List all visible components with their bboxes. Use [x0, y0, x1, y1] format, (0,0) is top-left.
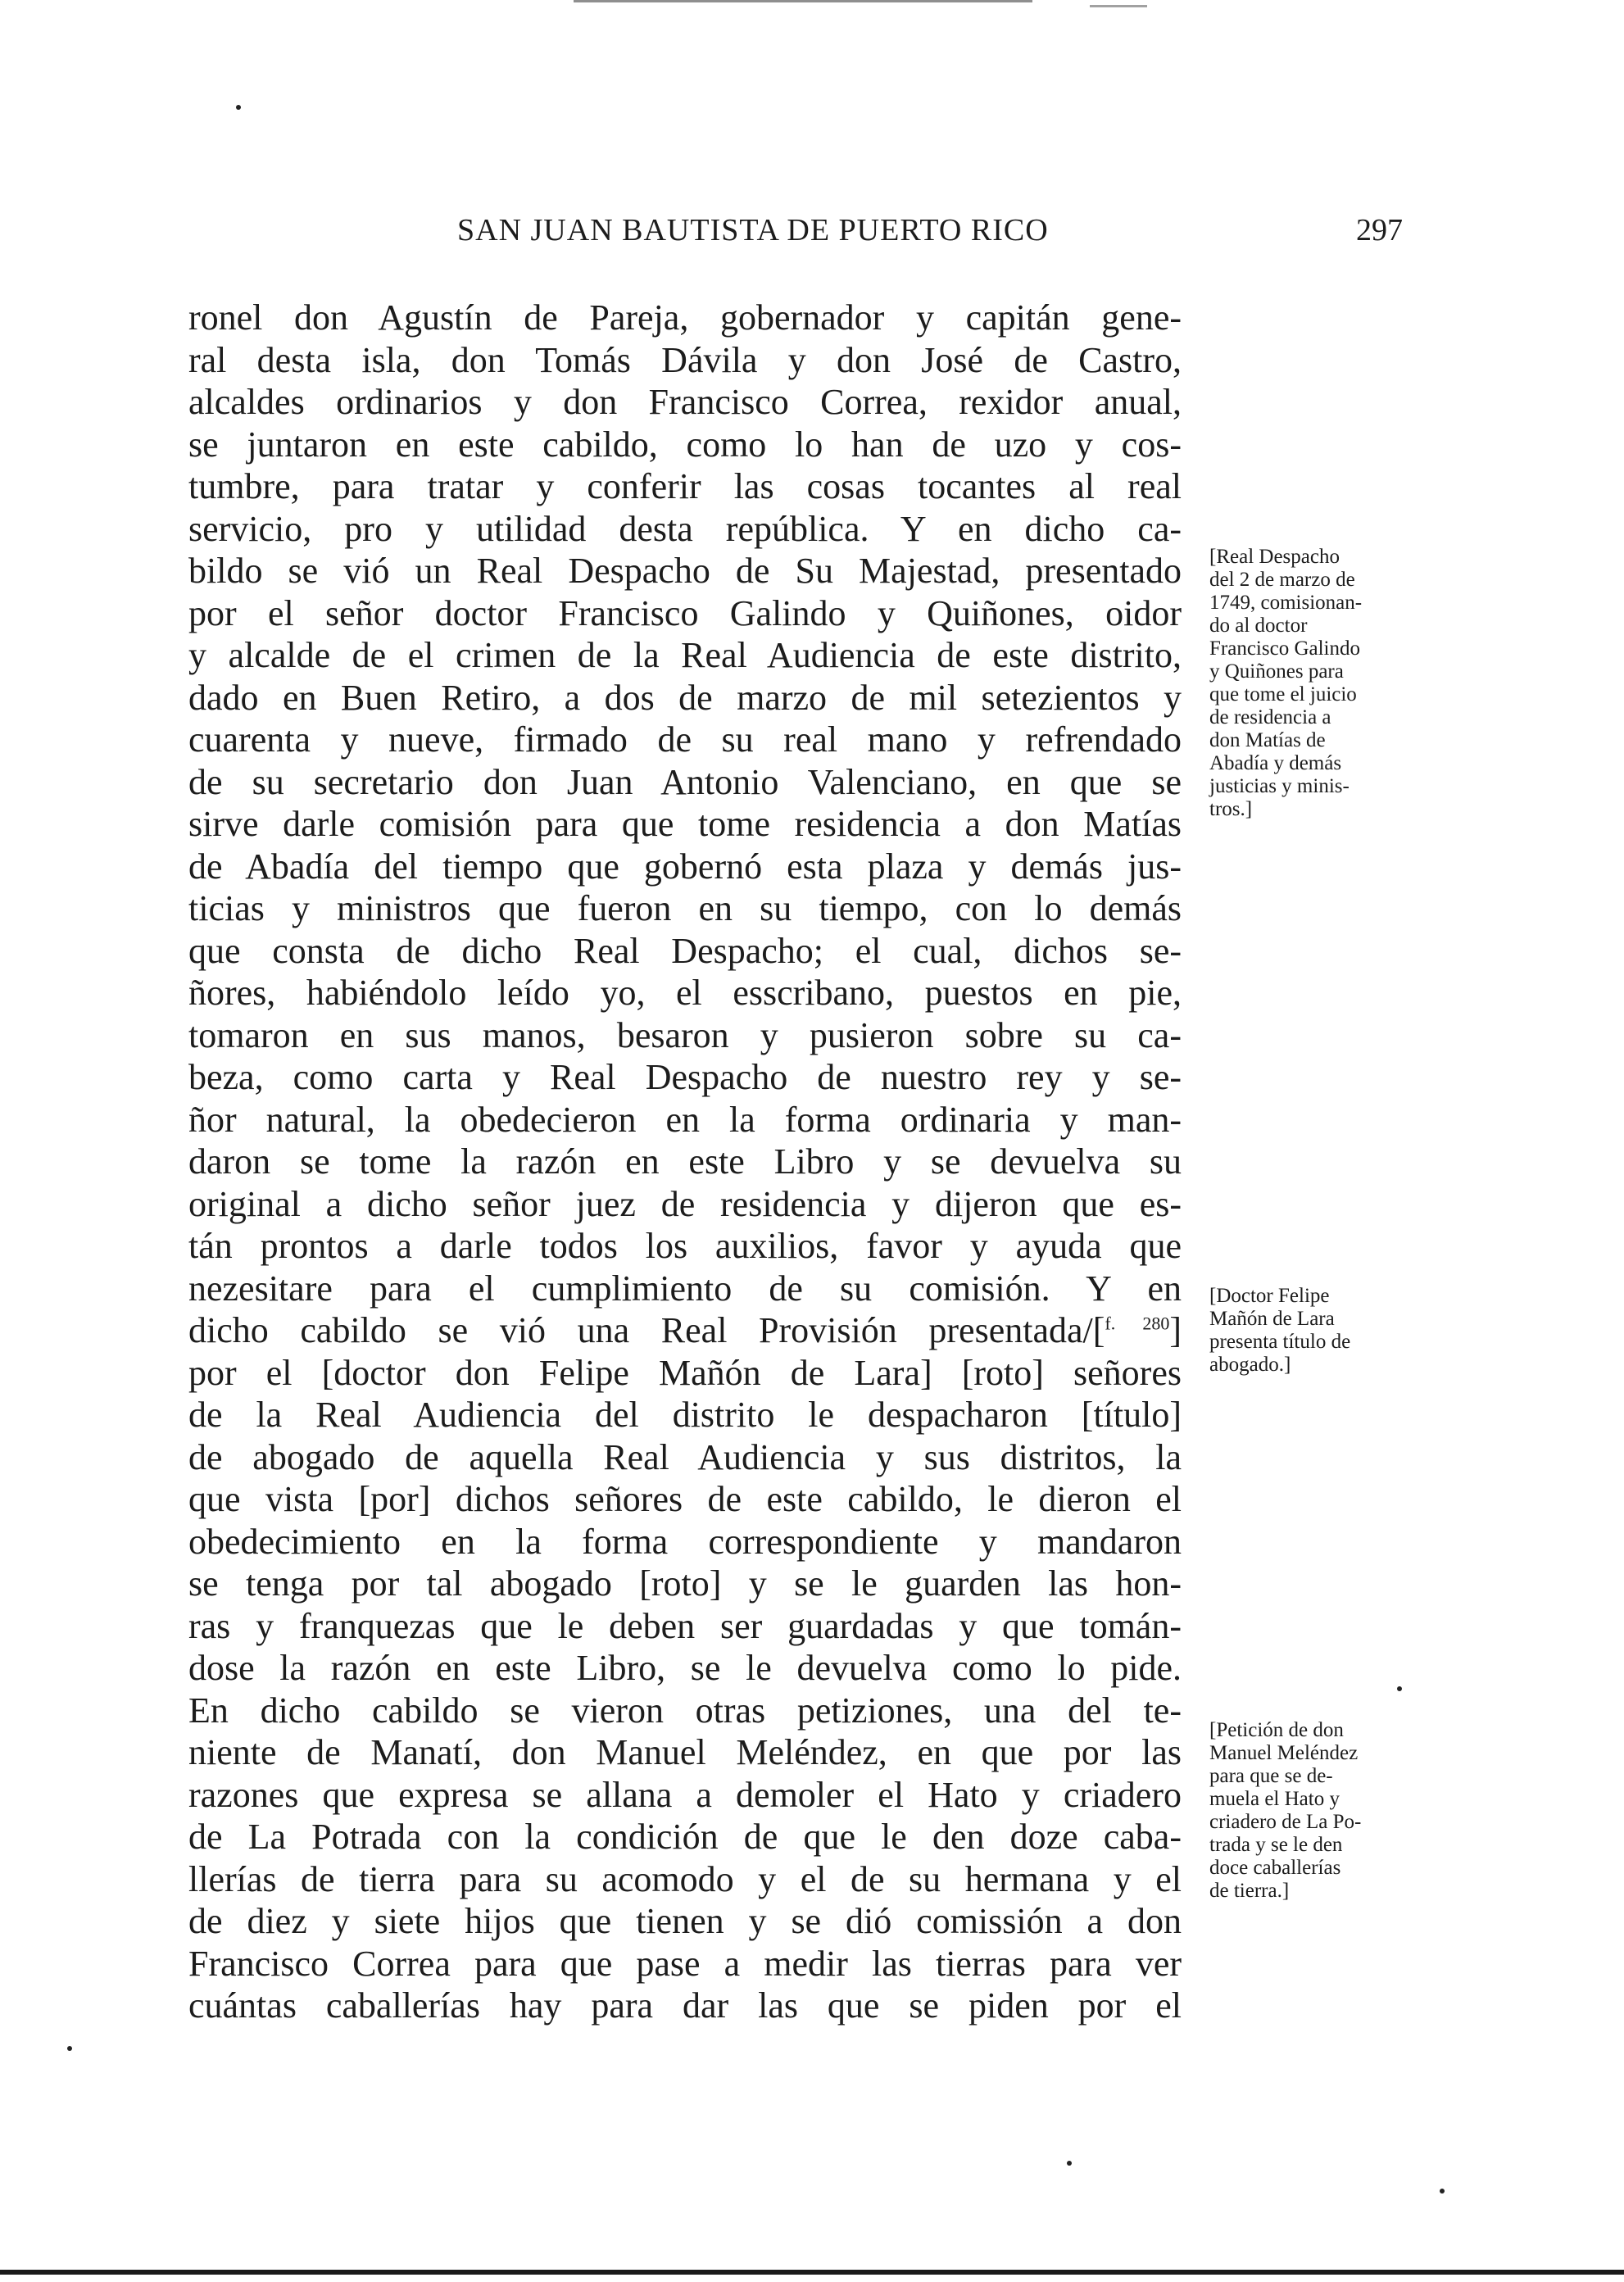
margin-note-peticion	[1209, 1719, 1422, 1903]
text-line: beza, como carta y Real Despacho de nuestro rey y se-	[188, 1057, 1182, 1097]
note-line: presenta título de	[1209, 1331, 1351, 1353]
page-number: 297	[1356, 213, 1403, 247]
text-line: de diez y siete hijos que tienen y se dió comissión a don	[188, 1901, 1182, 1941]
text-line: dado en Buen Retiro, a dos de marzo de mil setezientos y	[188, 677, 1182, 718]
text-line: nezesitare para el cumplimiento de su comisión. Y en	[188, 1268, 1182, 1309]
text-line: cuarenta y nueve, firmado de su real mano y refrendado	[188, 719, 1182, 760]
note-line: que tome el juicio	[1209, 683, 1357, 705]
page-speck	[1067, 2161, 1072, 2166]
note-line: [Petición de don	[1209, 1719, 1344, 1741]
note-line: y Quiñones para	[1209, 660, 1344, 683]
note-line: Abadía y demás	[1209, 752, 1342, 774]
running-title: SAN JUAN BAUTISTA DE PUERTO RICO	[457, 213, 1049, 247]
note-line: Francisco Galindo	[1209, 637, 1360, 660]
text-line: sirve darle comisión para que tome residencia a don Matías	[188, 804, 1182, 844]
bottom-edge-rule	[0, 2270, 1624, 2275]
note-line: justicias y minis-	[1209, 775, 1350, 797]
note-line: Mañón de Lara	[1209, 1308, 1335, 1330]
text-line: bildo se vió un Real Despacho de Su Majestad, presentado	[188, 551, 1182, 591]
text-line: de Abadía del tiempo que gobernó esta plaza y demás jus-	[188, 846, 1182, 887]
text-line: servicio, pro y utilidad desta república. Y en dicho ca-	[188, 508, 1182, 549]
page-speck	[67, 2046, 72, 2051]
text-line: de su secretario don Juan Antonio Valenciano, en que se	[188, 761, 1182, 802]
text-line: niente de Manatí, don Manuel Meléndez, en que por las	[188, 1732, 1182, 1772]
text-line: que consta de dicho Real Despacho; el cual, dichos se-	[188, 930, 1182, 971]
top-edge-mark	[1090, 5, 1147, 7]
text-line: de abogado de aquella Real Audiencia y sus distritos, la	[188, 1436, 1182, 1477]
note-line: 1749, comisionan-	[1209, 592, 1363, 614]
text-line: tán prontos a darle todos los auxilios, favor y ayuda que	[188, 1226, 1182, 1266]
note-line: abogado.]	[1209, 1354, 1291, 1376]
page-speck	[1440, 2189, 1445, 2194]
text-line: llerías de tierra para su acomodo y el de su hermana y el	[188, 1858, 1182, 1899]
margin-note-real-despacho	[1209, 546, 1422, 821]
text-line: ras y franquezas que le deben ser guardadas y que tomán-	[188, 1605, 1182, 1646]
text-line: ral desta isla, don Tomás Dávila y don José de Castro,	[188, 339, 1182, 380]
text-line: tumbre, para tratar y conferir las cosas tocantes al real	[188, 466, 1182, 506]
folio-bracket: ]	[1169, 1310, 1182, 1350]
text-line: de La Potrada con la condición de que le den doze caba-	[188, 1817, 1182, 1857]
text-line: En dicho cabildo se vieron otras petiziones, una del te-	[188, 1690, 1182, 1731]
text-line: alcaldes ordinarios y don Francisco Correa, rexidor anual,	[188, 382, 1182, 422]
note-line: Manuel Meléndez	[1209, 1742, 1359, 1764]
page-speck	[236, 105, 241, 110]
text-line: ronel don Agustín de Pareja, gobernador y capitán gene-	[188, 297, 1182, 338]
text-line: Francisco Correa para que pase a medir las tierras para ver	[188, 1943, 1182, 1984]
note-line: don Matías de	[1209, 729, 1326, 751]
text-line-with-folio	[188, 1309, 1182, 1352]
text-line: razones que expresa se allana a demoler el Hato y criadero	[188, 1774, 1182, 1815]
text-line: original a dicho señor juez de residencia y dijeron que es-	[188, 1183, 1182, 1224]
text-line: y alcalde de el crimen de la Real Audiencia de este distrito,	[188, 635, 1182, 675]
note-line: de residencia a	[1209, 706, 1331, 728]
text-line: dose la razón en este Libro, se le devuelva como lo pide.	[188, 1648, 1182, 1688]
text-line: por el [doctor don Felipe Mañón de Lara] [roto] señores	[188, 1352, 1182, 1393]
text-line: ticias y ministros que fueron en su tiempo, con lo demás	[188, 888, 1182, 928]
text-line: se tenga por tal abogado [roto] y se le guarden las hon-	[188, 1563, 1182, 1604]
note-line: del 2 de marzo de	[1209, 569, 1355, 591]
text-line: de la Real Audiencia del distrito le despacharon [título]	[188, 1395, 1182, 1435]
margin-note-abogado	[1209, 1285, 1422, 1377]
top-edge-rule	[574, 0, 1032, 2]
text-line: tomaron en sus manos, besaron y pusieron sobre su ca-	[188, 1014, 1182, 1055]
text-line: por el señor doctor Francisco Galindo y Quiñones, oidor	[188, 592, 1182, 633]
text-line: obedecimiento en la forma correspondiente y mandaron	[188, 1521, 1182, 1562]
note-line: [Real Despacho	[1209, 546, 1340, 568]
note-line: para que se de-	[1209, 1765, 1333, 1787]
note-line: [Doctor Felipe	[1209, 1285, 1330, 1307]
text-line: ñor natural, la obedecieron en la forma ordinaria y man-	[188, 1099, 1182, 1140]
page-speck	[1397, 1686, 1402, 1691]
note-line: doce caballerías	[1209, 1857, 1341, 1879]
text-line: que vista [por] dichos señores de este cabildo, le dieron el	[188, 1479, 1182, 1519]
note-line: de tierra.]	[1209, 1880, 1290, 1902]
text-line: cuántas caballerías hay para dar las que se piden por el	[188, 1985, 1182, 2026]
note-line: criadero de La Po-	[1209, 1811, 1362, 1833]
folio-marker: f. 280	[1105, 1313, 1170, 1334]
text-line-content: dicho cabildo se vió una Real Provisión presentada/[	[188, 1310, 1105, 1350]
text-line: se juntaron en este cabildo, como lo han de uzo y cos-	[188, 424, 1182, 465]
note-line: muela el Hato y	[1209, 1788, 1340, 1810]
text-line: daron se tome la razón en este Libro y se devuelva su	[188, 1141, 1182, 1182]
note-line: tros.]	[1209, 798, 1253, 820]
note-line: trada y se le den	[1209, 1834, 1343, 1856]
note-line: do al doctor	[1209, 615, 1308, 637]
text-line: ñores, habiéndolo leído yo, el esscribano, puestos en pie,	[188, 973, 1182, 1013]
body-text	[188, 297, 1182, 2027]
